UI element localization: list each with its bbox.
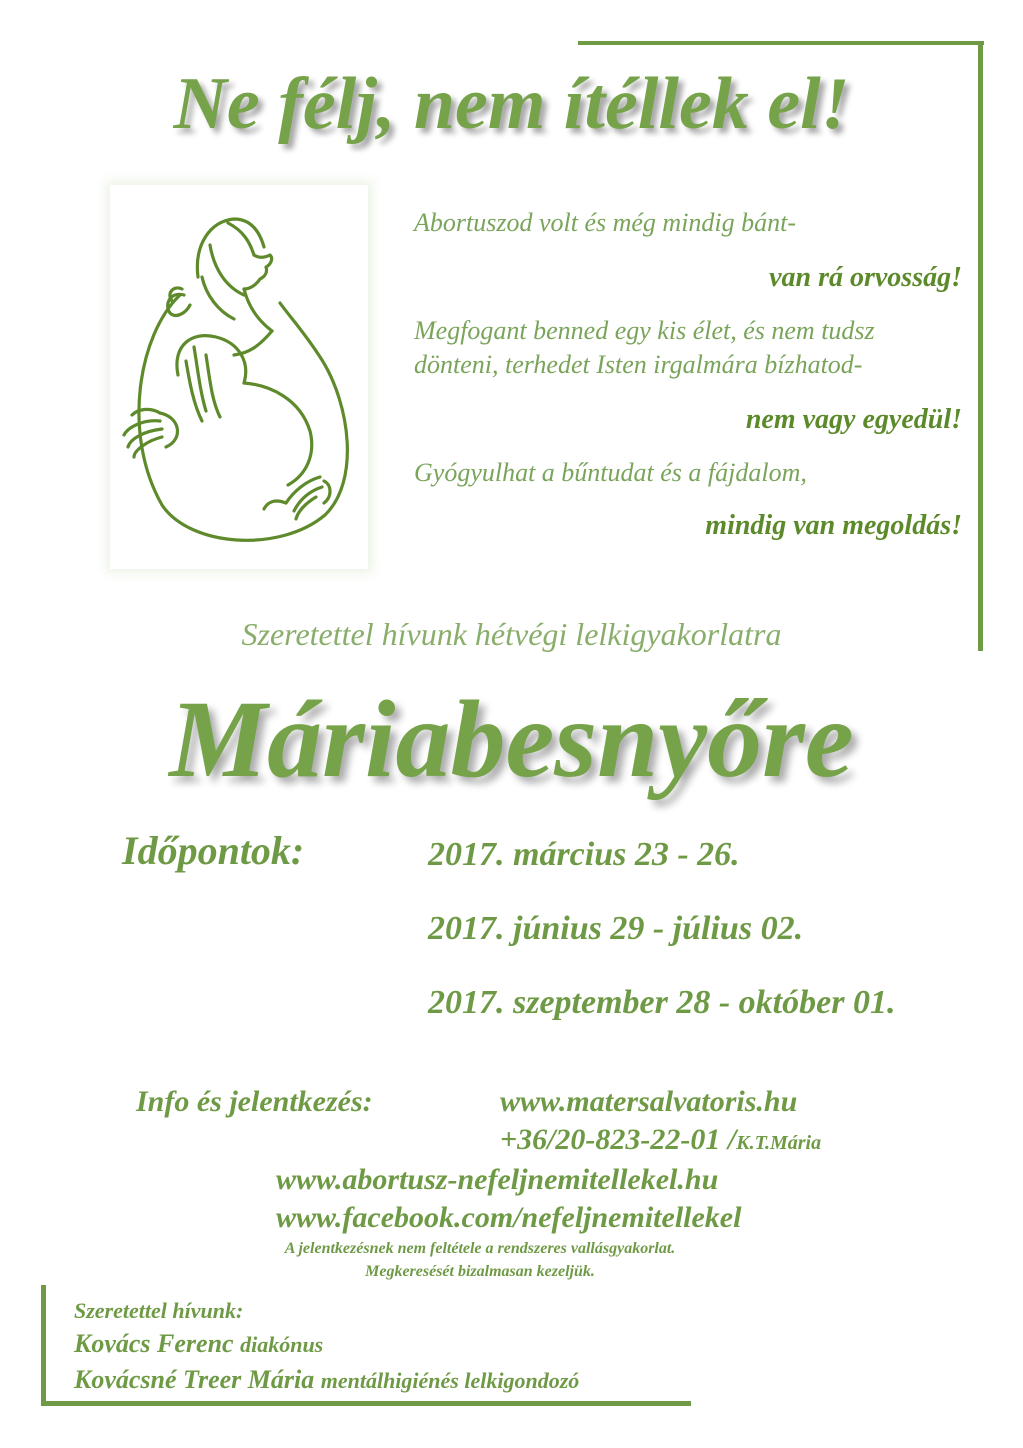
dates-label: Időpontok: (122, 828, 305, 873)
note-line-2: Megkeresését bizalmasan kezeljük. (365, 1263, 595, 1280)
frame-bottom-line (41, 1401, 691, 1406)
intro-line-2a: Megfogant benned egy kis élet, és nem tudsz (414, 316, 875, 345)
info-label: Info és jelentkezés: (136, 1085, 373, 1118)
phone-contact: K.T.Mária (736, 1132, 822, 1154)
intro-line-2b: dönteni, terhedet Isten irgalmára bízhatod- (414, 350, 863, 379)
intro-line-1: Abortuszod volt és még mindig bánt- (414, 208, 797, 237)
date-item: 2017. június 29 - július 02. (428, 910, 804, 947)
intro-emphasis-1: van rá orvosság! (769, 262, 962, 293)
place-title: Máriabesnyőre (169, 678, 854, 800)
person-2-name: Kovácsné Treer Mária (74, 1365, 315, 1394)
intro-line-3: Gyógyulhat a bűntudat és a fájdalom, (414, 458, 807, 487)
person-2-role: mentálhigiénés lelkigondozó (320, 1368, 580, 1393)
frame-bottom-left-line (41, 1285, 46, 1405)
facebook-link[interactable]: www.facebook.com/nefeljnemitellekel (276, 1201, 742, 1234)
website-link[interactable]: www.matersalvatoris.hu (500, 1085, 798, 1118)
phone-value: +36/20-823-22-01 / (500, 1123, 737, 1156)
signature-person-1 (74, 1329, 323, 1359)
note-line-1: A jelentkezésnek nem feltétele a rendszeres vallásgyakorlat. (284, 1240, 676, 1257)
invite-text: Szeretettel hívunk hétvégi lelkigyakorlatra (241, 616, 782, 652)
website2-link[interactable]: www.abortusz-nefeljnemitellekel.hu (276, 1163, 719, 1196)
illustration-frame (110, 185, 368, 569)
phone-number (500, 1123, 821, 1157)
date-item: 2017. szeptember 28 - október 01. (428, 984, 896, 1021)
embracing-figures-icon (110, 185, 368, 569)
person-1-role: diakónus (240, 1332, 324, 1357)
signature-person-2 (74, 1365, 579, 1395)
frame-top-line (578, 41, 984, 45)
person-1-name: Kovács Ferenc (74, 1329, 234, 1358)
date-item: 2017. március 23 - 26. (428, 836, 740, 873)
intro-emphasis-2: nem vagy egyedül! (745, 404, 962, 435)
headline: Ne félj, nem ítéllek el! (173, 63, 850, 145)
intro-emphasis-3: mindig van megoldás! (705, 510, 962, 541)
signature-intro: Szeretettel hívunk: (74, 1298, 244, 1323)
